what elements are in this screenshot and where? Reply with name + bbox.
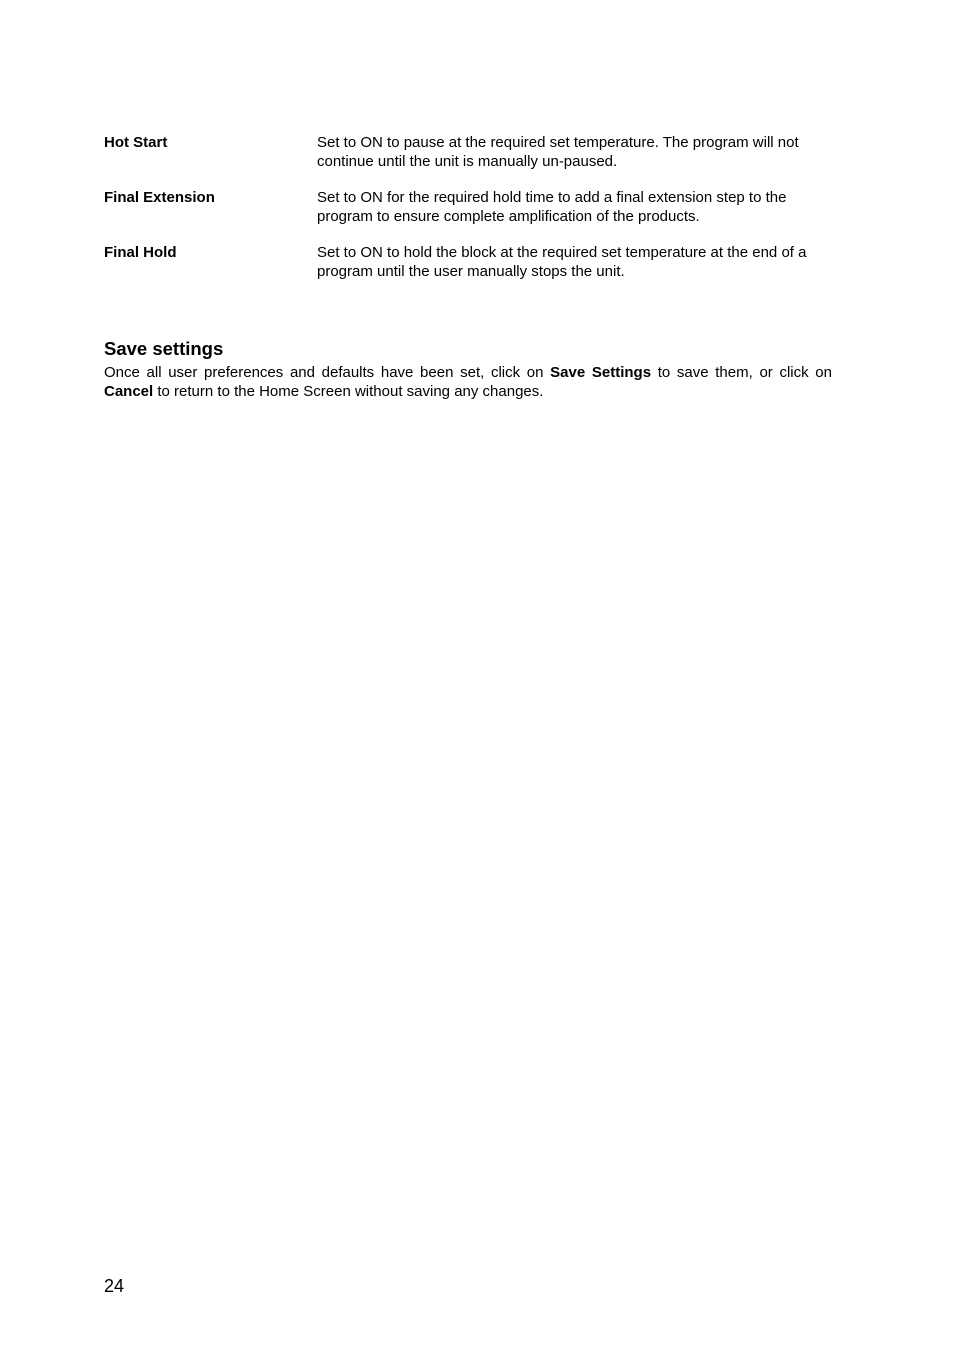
cancel-term: Cancel [104,382,154,400]
definition-term: Hot Start [104,134,168,151]
paragraph-text: to return to the Home Screen without saving any changes. [153,382,544,400]
paragraph-text: to save them, or click on [651,364,832,381]
page-number: 24 [104,1276,125,1296]
definition-description: Set to ON for the required hold time to add a final extension step to the program to ensure complete amplification of the products. [317,189,787,225]
section-heading: Save settings [104,338,224,359]
save-settings-term: Save Settings [550,364,652,381]
save-settings-section [104,337,832,401]
definition-term: Final Hold [104,244,177,261]
paragraph-text: Once all user preferences and defaults have been set, click on [104,364,551,381]
definition-item-final-hold [104,243,834,281]
section-paragraph [104,364,832,401]
definition-item-final-extension [104,188,834,226]
definition-description: Set to ON to pause at the required set temperature. The program will not continue until the unit is manually un-paused. [317,134,799,170]
definition-term: Final Extension [104,189,215,206]
definition-list [104,133,834,298]
definition-item-hot-start [104,133,834,171]
definition-description: Set to ON to hold the block at the required set temperature at the end of a program until the user manually stops the unit. [317,244,807,280]
